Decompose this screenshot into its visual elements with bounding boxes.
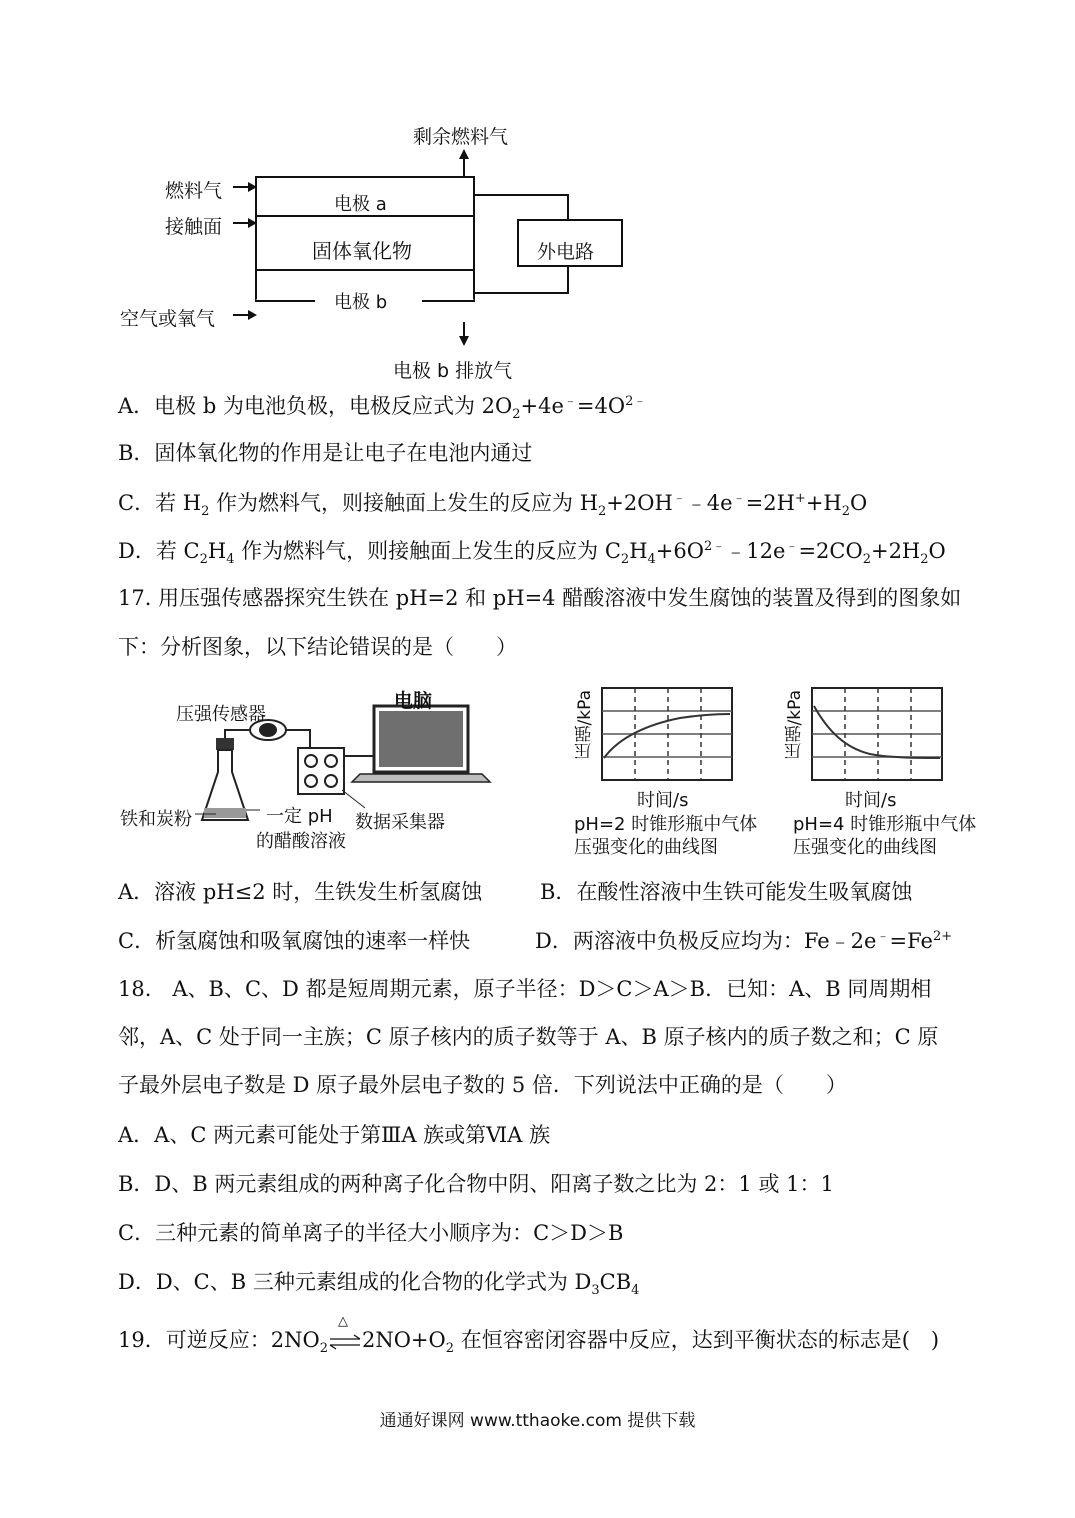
graph2-ylabel: 压强/kPa — [785, 690, 805, 760]
graph1-xlabel: 时间/s — [637, 790, 689, 811]
q16-option-d: D．若 $C_2H_4$ 作为燃料气，则接触面上发生的反应为 $C_2H_4+6O^{2﹣}﹣12e^﹣=2CO_2+2H_2O$ — [118, 539, 946, 568]
q16-option-b: B．固体氧化物的作用是让电子在电池内通过 — [118, 441, 533, 465]
computer-label: 电脑 — [394, 690, 433, 712]
electrode-a-label: 电极 a — [334, 194, 387, 215]
contact-surface-label: 接触面 — [165, 216, 223, 238]
q17-option-b: B．在酸性溶液中生铁可能发生吸氧腐蚀 — [540, 880, 913, 904]
q17-option-c: C．析氢腐蚀和吸氧腐蚀的速率一样快 — [118, 929, 471, 953]
q18-stem-line1: 18. A、B、C、D 都是短周期元素，原子半径：D＞C＞A＞B．已知：A、B 同周期相 — [118, 977, 932, 1001]
graph2-xlabel: 时间/s — [845, 790, 897, 811]
q17-stem-line1: 17. 用压强传感器探究生铁在 pH=2 和 pH=4 醋酸溶液中发生腐蚀的装置及得到的图象如 — [118, 586, 962, 610]
q18-stem-line3: 子最外层电子数是 D 原子最外层电子数的 5 倍．下列说法中正确的是（ ） — [118, 1073, 847, 1097]
q19-stem: 19．可逆反应：$2NO_2$ △ $2NO+O_2$ 在恒容密闭容器中反应，达到平衡状态的标志是( ) — [118, 1314, 940, 1357]
graph1-caption1: pH=2 时锥形瓶中气体 — [574, 814, 758, 835]
footer-text: 通通好课网 www.tthaoke.com 提供下载 — [379, 1411, 696, 1431]
q16-option-a: A．电极 b 为电池负极，电极反应式为 $2O_2+4e^﹣=4O^{2﹣}$ — [118, 394, 647, 423]
air-oxygen-label: 空气或氧气 — [120, 308, 216, 330]
q16-option-c: C．若 $H_2$ 作为燃料气，则接触面上发生的反应为 $H_2+2OH^﹣﹣4e^﹣=2H^++H_2O$ — [118, 491, 868, 520]
data-collector-label: 数据采集器 — [355, 812, 445, 833]
graph-ph2 — [600, 686, 736, 784]
q18-option-a: A．A、C 两元素可能处于第ⅢA 族或第ⅥA 族 — [118, 1123, 551, 1147]
external-circuit-label: 外电路 — [537, 241, 595, 263]
q18-stem-line2: 邻，A、C 处于同一主族；C 原子核内的质子数等于 A、B 原子核内的质子数之和；C 原 — [118, 1025, 939, 1049]
q17-stem-line2: 下：分析图象，以下结论错误的是（ ） — [118, 635, 517, 659]
graph-ph4 — [810, 686, 946, 784]
q18-option-d: D．D、C、B 三种元素组成的化合物的化学式为 $D_3CB_4$ — [118, 1270, 640, 1299]
electrode-b-exhaust-label: 电极 b 排放气 — [393, 360, 513, 382]
q18-option-b: B．D、B 两元素组成的两种离子化合物中阴、阳离子数之比为 2：1 或 1：1 — [118, 1172, 834, 1196]
electrode-b-label: 电极 b — [334, 292, 388, 313]
graph2-caption2: 压强变化的曲线图 — [793, 837, 937, 858]
heat-condition: △ — [337, 1314, 348, 1329]
pressure-sensor-label: 压强传感器 — [176, 704, 266, 725]
remaining-fuel-label: 剩余燃料气 — [413, 126, 509, 148]
solution-label-1: 一定 pH — [266, 806, 333, 827]
graph1-ylabel: 压强/kPa — [575, 690, 595, 760]
q17-option-a: A．溶液 pH≤2 时，生铁发生析氢腐蚀 — [118, 880, 483, 904]
reversible-arrow-icon — [328, 1334, 362, 1350]
solution-label-2: 的醋酸溶液 — [256, 831, 346, 852]
fuel-gas-label: 燃料气 — [165, 180, 223, 202]
graph1-caption2: 压强变化的曲线图 — [574, 837, 718, 858]
q18-option-c: C．三种元素的简单离子的半径大小顺序为：C＞D＞B — [118, 1221, 624, 1245]
iron-carbon-label: 铁和炭粉 — [120, 809, 192, 830]
graph2-caption1: pH=4 时锥形瓶中气体 — [793, 814, 977, 835]
solid-oxide-label: 固体氧化物 — [312, 239, 412, 263]
q17-option-d: D．两溶液中负极反应均为：$Fe﹣2e^﹣=Fe^{2+}$ — [535, 929, 953, 953]
